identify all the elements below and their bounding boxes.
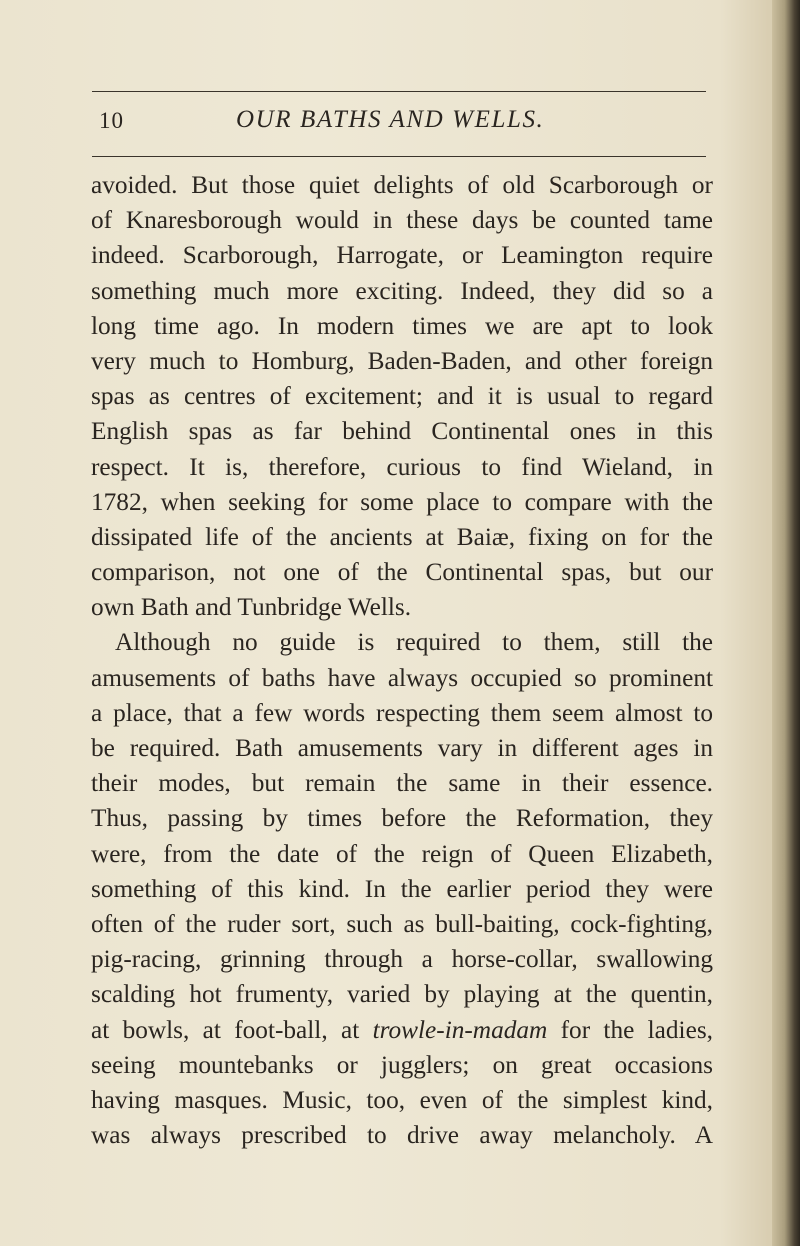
text-line: having masques. Music, too, even of the simplest kind,	[91, 1085, 713, 1114]
text-line: be required. Bath amusements vary in different ages in	[91, 734, 713, 762]
text-line: very much to Homburg, Baden-Baden, and other foreign	[91, 346, 713, 375]
italic-term: trowle-in-madam	[372, 1015, 548, 1044]
text-line: English spas as far behind Continental ones in this	[91, 417, 713, 446]
text-segment: for the ladies,	[547, 1015, 713, 1044]
text-line-mixed	[91, 1013, 713, 1048]
text-line: dissipated life of the ancients at Baiæ, fixing on for the	[91, 522, 713, 551]
text-line: spas as centres of excitement; and it is usual to regard	[91, 382, 713, 411]
text-line: respect. It is, therefore, curious to find Wieland, in	[91, 452, 713, 481]
text-line: amusements of baths have always occupied so prominent	[91, 663, 713, 692]
running-head: OUR BATHS AND WELLS.	[236, 106, 545, 133]
text-line: long time ago. In modern times we are apt to look	[91, 311, 713, 340]
text-line: something of this kind. In the earlier period they were	[91, 874, 713, 903]
text-line: seeing mountebanks or jugglers; on great occasions	[91, 1050, 713, 1079]
text-line: indeed. Scarborough, Harrogate, or Leamington require	[91, 241, 713, 270]
text-line: pig-racing, grinning through a horse-collar, swallowing	[91, 945, 713, 974]
text-line: a place, that a few words respecting them seem almost to	[91, 698, 713, 727]
page-edge-shadow	[772, 0, 800, 1246]
text-line: Thus, passing by times before the Reformation, they	[91, 804, 713, 833]
text-line: comparison, not one of the Continental spas, but our	[91, 558, 713, 587]
text-line: 1782, when seeking for some place to compare with the	[91, 487, 713, 516]
text-line: was always prescribed to drive away melancholy. A	[91, 1121, 713, 1150]
page-number: 10	[99, 108, 124, 133]
text-line: own Bath and Tunbridge Wells.	[91, 593, 412, 622]
text-segment: at bowls, at foot-ball, at	[91, 1015, 373, 1044]
text-line: something much more exciting. Indeed, they did so a	[91, 276, 713, 305]
text-line: were, from the date of the reign of Queen Elizabeth,	[91, 839, 713, 868]
text-line: often of the ruder sort, such as bull-baiting, cock-fighting,	[91, 909, 713, 938]
text-line: Although no guide is required to them, still the	[115, 628, 713, 657]
body-text	[91, 168, 713, 1153]
text-line: scalding hot frumenty, varied by playing at the quentin,	[91, 980, 713, 1009]
text-line: avoided. But those quiet delights of old Scarborough or	[91, 171, 713, 199]
header-rule-top	[92, 91, 706, 92]
header-rule-bottom	[92, 156, 706, 157]
text-line: of Knaresborough would in these days be counted tame	[91, 206, 713, 235]
text-line: their modes, but remain the same in their essence.	[91, 769, 713, 798]
